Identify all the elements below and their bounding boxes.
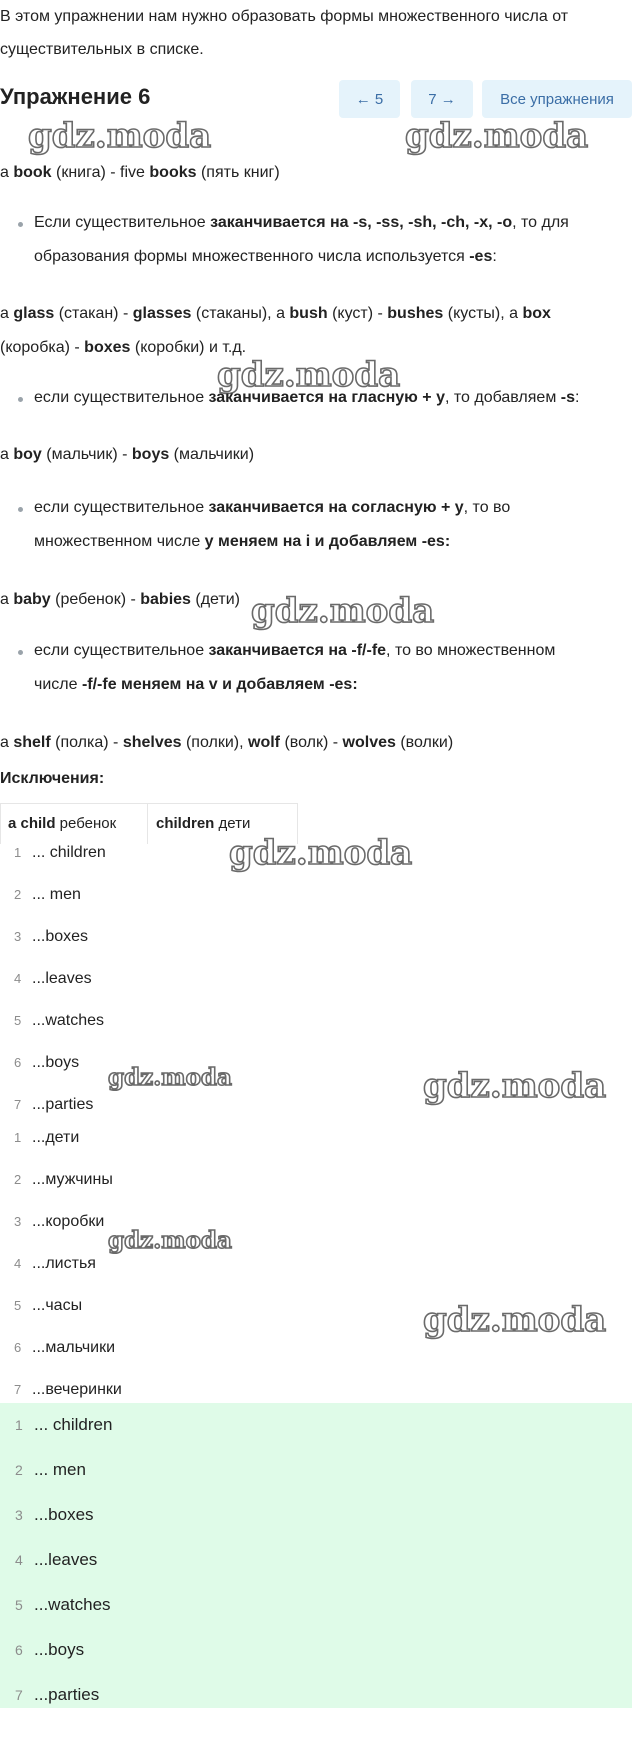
next-exercise-button[interactable]: 7 →: [411, 80, 473, 118]
example-glass-line-2: (коробка) - boxes (коробки) и т.д.: [0, 339, 247, 356]
rule-es-line-1: Если существительное заканчивается на -s, -ss, -sh, -ch, -x, -o, то для: [34, 214, 569, 231]
table-cell: a child ребенок: [8, 815, 117, 832]
rule-es-line-2: образования формы множественного числа используется -es:: [34, 248, 497, 265]
bullet: [18, 507, 23, 512]
bullet: [18, 397, 23, 402]
table-divider: [147, 804, 148, 844]
watermark: gdz.moda: [217, 355, 401, 395]
page-title: Упражнение 6: [0, 84, 151, 109]
example-glass-line-1: a glass (стакан) - glasses (стаканы), a bush (куст) - bushes (кусты), a box: [0, 305, 551, 322]
intro-line-1: В этом упражнении нам нужно образовать формы множественного числа от: [0, 8, 569, 25]
watermark: gdz.moda: [229, 833, 413, 873]
exceptions-label: Исключения:: [0, 770, 105, 787]
rule-consonant-y-line-1: если существительное заканчивается на согласную + y, то во: [34, 499, 511, 516]
example-shelf: a shelf (полка) - shelves (полки), wolf (волк) - wolves (волки): [0, 734, 454, 751]
rule-f-fe-line-1: если существительное заканчивается на -f/-fe, то во множественном: [34, 642, 556, 659]
watermark: gdz.moda: [423, 1066, 607, 1106]
table-cell: children дети: [156, 815, 251, 832]
prev-exercise-button[interactable]: ← 5: [339, 80, 400, 118]
rule-f-fe-line-2: числе -f/-fe меняем на v и добавляем -es:: [34, 676, 358, 693]
watermark: gdz.moda: [251, 591, 435, 631]
rule-consonant-y-line-2: множественном числе y меняем на i и добавляем -es:: [34, 533, 451, 550]
watermark: gdz.moda: [423, 1300, 607, 1340]
rule-vowel-y: если существительное заканчивается на гласную + y, то добавляем -s:: [34, 389, 580, 406]
watermark: gdz.moda: [108, 1064, 232, 1091]
example-boy: a boy (мальчик) - boys (мальчики): [0, 446, 255, 463]
watermark: gdz.moda: [108, 1227, 232, 1254]
intro-line-2: существительных в списке.: [0, 41, 204, 58]
bullet: [18, 222, 23, 227]
example-book: a book (книга) - five books (пять книг): [0, 164, 280, 181]
answer-block: 1 ... children 2 ... men 3 ...boxes 4 ...leaves 5 ...watches 6 ...boys 7 ...parties: [0, 1403, 632, 1708]
bullet: [18, 650, 23, 655]
example-baby: a baby (ребенок) - babies (дети): [0, 591, 241, 608]
all-exercises-button[interactable]: Все упражнения: [482, 80, 632, 118]
watermark: gdz.moda: [28, 116, 212, 156]
watermark: gdz.moda: [405, 116, 589, 156]
